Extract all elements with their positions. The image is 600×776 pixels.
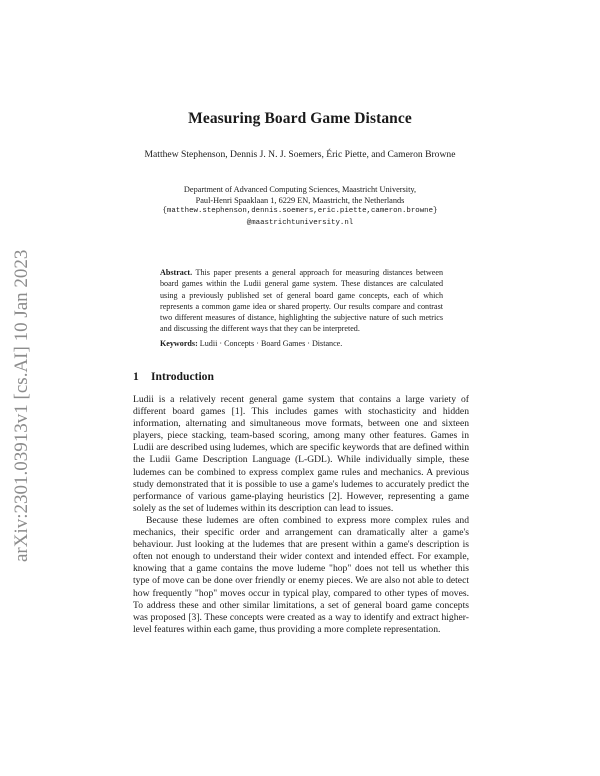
author-list: Matthew Stephenson, Dennis J. N. J. Soemers, Éric Piette, and Cameron Browne	[144, 149, 456, 160]
paper-title: Measuring Board Game Distance	[188, 110, 412, 127]
affiliation-department: Department of Advanced Computing Sciences, Maastricht University,	[183, 185, 417, 194]
affiliation-address: Paul-Henri Spaaklaan 1, 6229 EN, Maastricht, the Netherlands	[195, 196, 405, 206]
abstract-text: This paper presents a general approach for measuring distances between board games within the Ludii general game system. These distances are calculated using a previously published set of general board game concepts, each of which represents a common game idea or shared property. Our results compare and contrast two different measures of distance, highlighting the subjective nature of such metrics and discussing the different ways that they can be interpreted.	[160, 268, 443, 334]
keywords-label: Keywords:	[160, 339, 198, 348]
keywords	[160, 339, 443, 348]
arxiv-identifier-text: arXiv:2301.03913v1 [cs.AI] 10 Jan 2023	[11, 249, 32, 562]
affiliation-emails: {matthew.stephenson,dennis.soemers,eric.piette,cameron.browne}	[162, 207, 438, 216]
abstract-label: Abstract.	[160, 268, 193, 277]
affiliation-block	[120, 184, 480, 229]
affiliation-email-domain: @maastrichtuniversity.nl	[246, 218, 354, 227]
arxiv-identifier-stamp	[0, 210, 40, 570]
section-number: 1	[133, 370, 139, 383]
paragraph: Because these ludemes are often combined to express more complex rules and mechanics, their specific order and arrangement can dramatically alter a game's behaviour. Just looking at the ludemes that are present within a game's description is often not enough to understand their wider context and intended effect. For example, knowing that a game contains the move ludeme "hop" does not tell us whether this type of move can be done over friendly or enemy pieces. We are also not able to detect how frequently "hop" moves occur in typical play, compared to other types of moves. To address these and other similar limitations, a set of general board game concepts was proposed [3]. These concepts were created as a way to identify and extract higher-level features within each game, thus providing a more complete representation.	[133, 514, 469, 635]
section-heading	[133, 370, 214, 383]
section-title: Introduction	[151, 370, 214, 383]
body-text	[133, 394, 469, 636]
abstract	[160, 267, 443, 335]
keywords-text: Ludii · Concepts · Board Games · Distance.	[199, 339, 343, 348]
paragraph: Ludii is a relatively recent general game system that contains a large variety of different board games [1]. This includes games with stochasticity and hidden information, alternating and simultaneous move formats, between one and sixteen players, piece stacking, team-based scoring, among many other features. Games in Ludii are described using ludemes, which are specific keywords that are defined within the Ludii Game Description Language (L-GDL). While individually simple, these ludemes can be combined to express complex game rules and mechanics. A previous study demonstrated that it is possible to use a game's ludemes to accurately predict the performance of various game-playing heuristics [2]. However, representing a game solely as the set of ludemes within its description can lead to issues.	[133, 394, 469, 514]
